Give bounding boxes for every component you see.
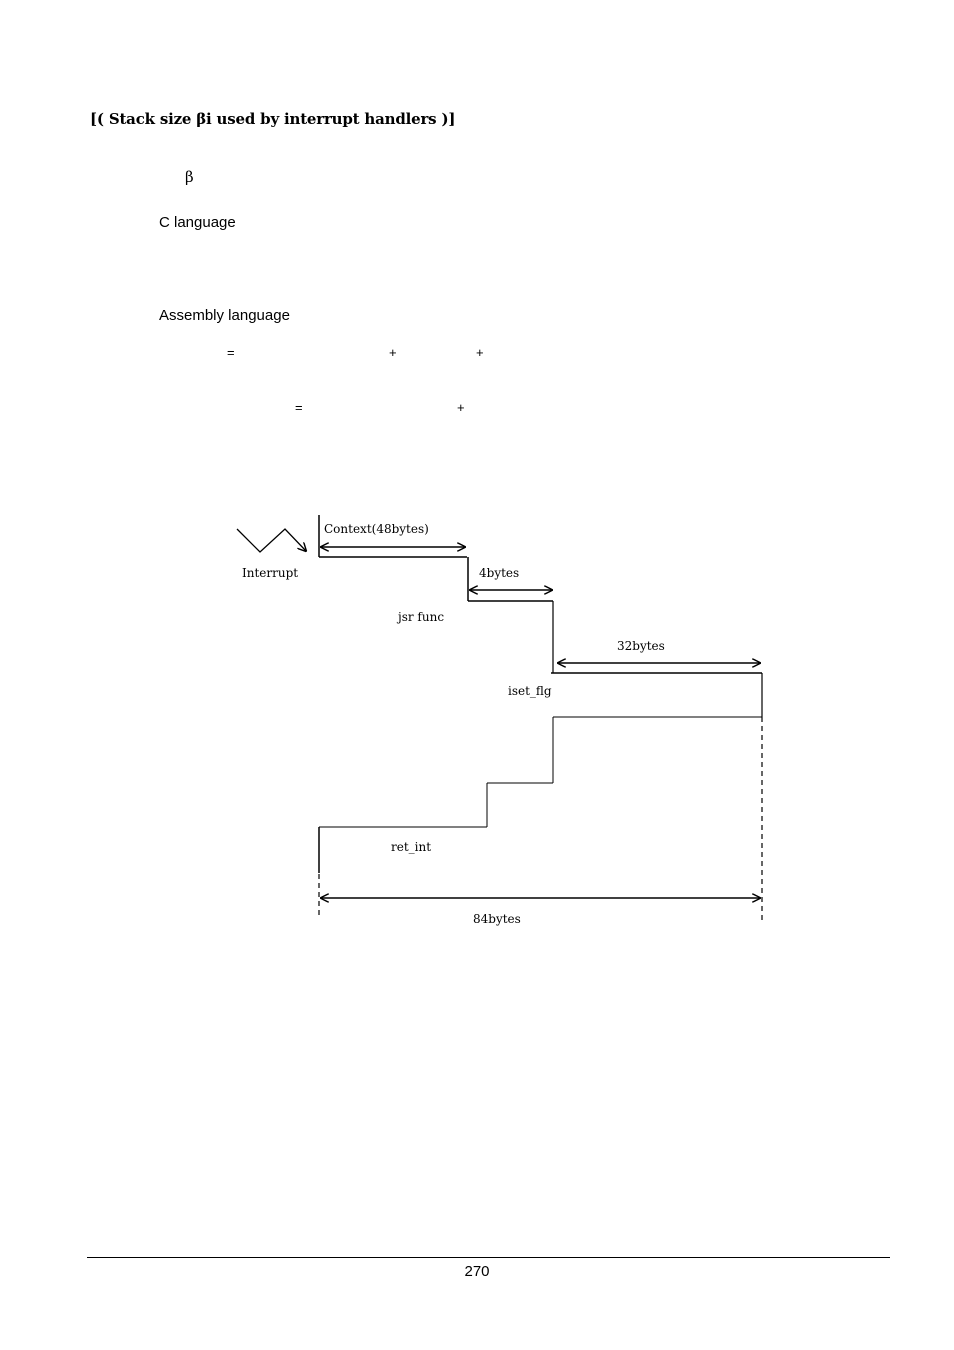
four-bytes-label: 4bytes: [479, 566, 520, 580]
formula-equals-1: =: [227, 345, 235, 360]
thirtytwo-bytes-label: 32bytes: [617, 639, 665, 653]
section-heading: [( Stack size βi used by interrupt handlers )]: [90, 110, 456, 128]
total-bytes-label: 84bytes: [473, 912, 521, 926]
c-language-label: C language: [159, 214, 236, 231]
interrupt-label: Interrupt: [242, 566, 299, 580]
formula-equals-2: =: [295, 400, 303, 415]
iset-flg-label: iset_flg: [508, 684, 552, 698]
page-number: 270: [464, 1263, 490, 1280]
beta-symbol: β: [185, 168, 194, 186]
assembly-language-label: Assembly language: [159, 307, 290, 324]
formula-plus-1: +: [389, 345, 397, 360]
context-label: Context(48bytes): [324, 522, 429, 536]
jsr-func-label: jsr func: [398, 610, 445, 624]
formula-plus-2: +: [476, 345, 484, 360]
footer-divider: [87, 1257, 890, 1258]
ret-int-label: ret_int: [391, 840, 432, 854]
interrupt-arrow: [237, 529, 306, 552]
formula-plus-3: +: [457, 400, 465, 415]
